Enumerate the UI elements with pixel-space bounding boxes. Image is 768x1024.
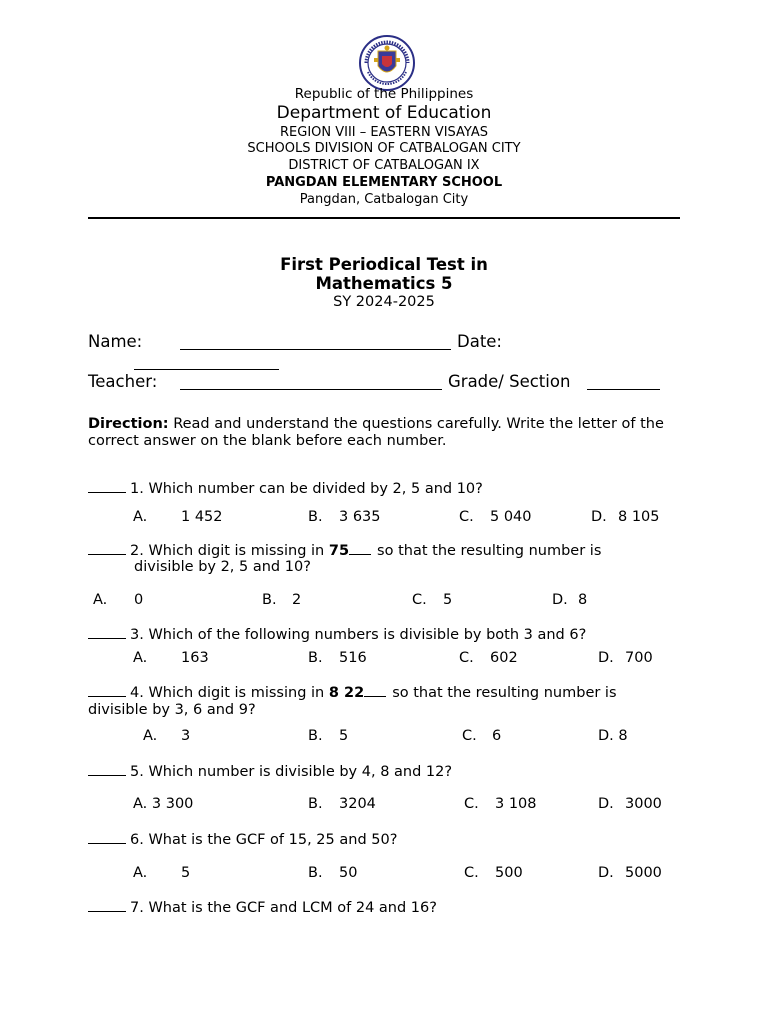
option-a-value: 1 452 (181, 509, 223, 525)
republic-line: Republic of the Philippines (294, 86, 474, 102)
question-text: 7. What is the GCF and LCM of 24 and 16? (130, 900, 437, 916)
teacher-label: Teacher: (88, 372, 158, 391)
answer-blank[interactable] (88, 831, 126, 844)
option-b-letter: B. (308, 796, 323, 812)
district-line: DISTRICT OF CATBALOGAN IX (288, 158, 480, 173)
option-c-value: 6 (492, 728, 502, 744)
name-blank[interactable] (180, 336, 451, 350)
option-c-value: 500 (495, 865, 523, 881)
direction-text: Read and understand the questions carefully. Write the letter of the correct answer on the blank before each number. (88, 416, 664, 449)
question-text: 1. Which number can be divided by 2, 5 and 10? (130, 481, 483, 497)
option-b-value: 3204 (339, 796, 376, 812)
direction-label: Direction: (88, 416, 169, 432)
option-d-letter: D. (598, 796, 614, 812)
option-a-letter: A. (93, 592, 108, 608)
option-c-value: 602 (490, 650, 518, 666)
question-4-continuation: divisible by 3, 6 and 9? (88, 702, 256, 718)
option-c-value: 5 040 (490, 509, 532, 525)
answer-blank[interactable] (88, 763, 126, 776)
question-number-bold: 8 22 (328, 685, 365, 701)
option-d-value: 8 105 (618, 509, 660, 525)
option-a-value: 163 (181, 650, 209, 666)
question-text-start: 4. Which digit is missing in (130, 685, 329, 701)
grade-section-label: Grade/ Section (448, 372, 571, 391)
missing-digit-blank (364, 684, 386, 697)
name-label: Name: (88, 332, 143, 351)
school-address: Pangdan, Catbalogan City (299, 192, 469, 207)
answer-blank[interactable] (88, 684, 126, 697)
question-1 (88, 480, 483, 497)
option-b-letter: B. (308, 865, 323, 881)
option-a-letter: A. (133, 650, 148, 666)
test-title-line2: Mathematics 5 (315, 274, 453, 293)
date-label: Date: (457, 332, 502, 351)
option-b-letter: B. (308, 650, 323, 666)
question-7 (88, 899, 437, 916)
option-a-value: 3 (181, 728, 191, 744)
option-c-letter: C. (464, 865, 479, 881)
question-text-end: so that the resulting number is (377, 543, 602, 559)
option-d-letter: D. (591, 509, 607, 525)
option-b-value: 516 (339, 650, 367, 666)
answer-blank[interactable] (88, 542, 126, 555)
option-b-letter: B. (308, 509, 323, 525)
deped-seal-icon (356, 34, 418, 92)
option-b-value: 3 635 (339, 509, 381, 525)
option-c-value: 3 108 (495, 796, 537, 812)
option-a-letter: A. (133, 509, 148, 525)
option-a: A. 3 300 (133, 796, 194, 812)
question-text: 3. Which of the following numbers is divisible by both 3 and 6? (130, 627, 587, 643)
question-text-start: 2. Which digit is missing in (130, 543, 329, 559)
question-4 (88, 684, 617, 701)
test-title-line1: First Periodical Test in (280, 255, 488, 274)
option-c-letter: C. (459, 509, 474, 525)
option-c-letter: C. (462, 728, 477, 744)
direction-block (88, 416, 688, 449)
option-b-letter: B. (262, 592, 277, 608)
option-d-letter: D. (598, 650, 614, 666)
option-d-letter: D. (598, 865, 614, 881)
department-line: Department of Education (276, 103, 492, 123)
question-2-continuation: divisible by 2, 5 and 10? (134, 559, 311, 575)
question-6 (88, 831, 397, 848)
answer-blank[interactable] (88, 480, 126, 493)
question-text: 5. Which number is divisible by 4, 8 and 12? (130, 764, 453, 780)
option-b-value: 50 (339, 865, 358, 881)
option-d-value: 700 (625, 650, 653, 666)
grade-section-blank[interactable] (587, 376, 660, 390)
answer-blank[interactable] (88, 899, 126, 912)
question-2 (88, 542, 601, 559)
header-divider (88, 217, 680, 219)
teacher-blank[interactable] (180, 376, 442, 390)
missing-digit-blank (349, 542, 371, 555)
option-b-value: 2 (292, 592, 302, 608)
option-b-value: 5 (339, 728, 349, 744)
question-text-end: so that the resulting number is (392, 685, 617, 701)
option-c-letter: C. (412, 592, 427, 608)
option-c-letter: C. (464, 796, 479, 812)
question-3 (88, 626, 586, 643)
option-a-letter: A. (143, 728, 158, 744)
option-b-letter: B. (308, 728, 323, 744)
option-d-value: 5000 (625, 865, 662, 881)
school-year: SY 2024-2025 (333, 294, 435, 310)
option-a-letter: A. (133, 865, 148, 881)
option-a-value: 5 (181, 865, 191, 881)
option-a-value: 0 (134, 592, 144, 608)
answer-blank[interactable] (88, 626, 126, 639)
division-line: SCHOOLS DIVISION OF CATBALOGAN CITY (247, 141, 521, 156)
option-d-value: 3000 (625, 796, 662, 812)
option-d: D. 8 (598, 728, 628, 744)
region-line: REGION VIII – EASTERN VISAYAS (280, 125, 488, 140)
option-c-value: 5 (443, 592, 453, 608)
date-blank[interactable] (134, 356, 279, 370)
option-d-letter: D. (552, 592, 568, 608)
option-d-value: 8 (578, 592, 588, 608)
option-c-letter: C. (459, 650, 474, 666)
question-text: 6. What is the GCF of 15, 25 and 50? (130, 832, 398, 848)
school-name: PANGDAN ELEMENTARY SCHOOL (265, 175, 503, 190)
question-number-bold: 75 (328, 543, 350, 559)
question-5 (88, 763, 452, 780)
